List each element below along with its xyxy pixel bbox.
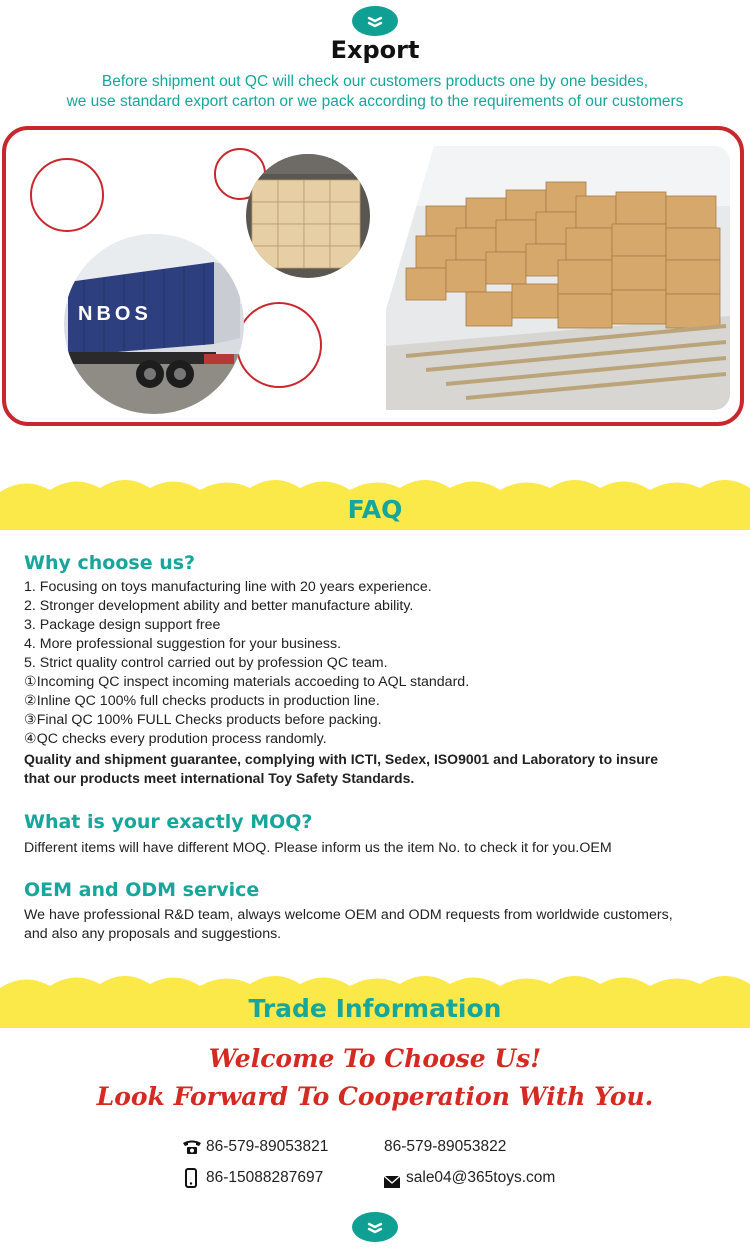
moq-heading: What is your exactly MOQ? bbox=[24, 811, 313, 833]
why-line: ③Final QC 100% FULL Checks products before packing. bbox=[24, 712, 382, 728]
mail-icon bbox=[384, 1173, 400, 1192]
guarantee-line-2: that our products meet international Toy Safety Standards. bbox=[24, 770, 415, 786]
oem-heading: OEM and ODM service bbox=[24, 879, 260, 901]
welcome-line-2: Look Forward To Cooperation With You. bbox=[96, 1082, 654, 1111]
decor-ring-left bbox=[30, 158, 104, 232]
oem-text-line-2: and also any proposals and suggestions. bbox=[24, 926, 282, 942]
why-line: 3. Package design support free bbox=[24, 617, 221, 633]
faq-title: FAQ bbox=[347, 495, 403, 524]
export-badge-icon bbox=[352, 6, 398, 36]
why-line: 1. Focusing on toys manufacturing line with 20 years experience. bbox=[24, 579, 432, 595]
warehouse-pallets-photo bbox=[386, 146, 730, 410]
why-line: 4. More professional suggestion for your business. bbox=[24, 636, 342, 652]
why-line: ①Incoming QC inspect incoming materials accoeding to AQL standard. bbox=[24, 674, 470, 690]
telephone-icon bbox=[182, 1138, 202, 1160]
mobile-number[interactable]: 86-15088287697 bbox=[206, 1169, 324, 1186]
oem-text-line-1: We have professional R&D team, always welcome OEM and ODM requests from worldwide customers, bbox=[24, 907, 673, 923]
export-description-line-2: we use standard export carton or we pack according to the requirements of our customers bbox=[66, 93, 684, 110]
mobile-phone-icon bbox=[185, 1168, 197, 1192]
why-heading: Why choose us? bbox=[24, 552, 196, 574]
loaded-cartons-photo bbox=[246, 154, 370, 278]
guarantee-line-1: Quality and shipment guarantee, complying with ICTI, Sedex, ISO9001 and Laboratory to insure bbox=[24, 751, 659, 767]
why-line: ④QC checks every prodution process randomly. bbox=[24, 731, 327, 747]
welcome-line-1: Welcome To Choose Us! bbox=[208, 1044, 542, 1073]
trade-title: Trade Information bbox=[248, 994, 502, 1023]
export-description bbox=[0, 72, 750, 112]
bottom-badge-icon bbox=[352, 1212, 398, 1242]
phone-number-1[interactable]: 86-579-89053821 bbox=[206, 1138, 329, 1155]
container-label: NBOS bbox=[78, 303, 152, 325]
decor-ring-bottom bbox=[236, 302, 322, 388]
why-line: 2. Stronger development ability and better manufacture ability. bbox=[24, 598, 414, 614]
export-description-line-1: Before shipment out QC will check our customers products one by one besides, bbox=[101, 73, 649, 90]
why-line: 5. Strict quality control carried out by profession QC team. bbox=[24, 655, 388, 671]
phone-number-2[interactable]: 86-579-89053822 bbox=[384, 1138, 507, 1155]
export-title: Export bbox=[330, 36, 420, 64]
why-line: ②Inline QC 100% full checks products in production line. bbox=[24, 693, 380, 709]
container-truck-photo bbox=[64, 234, 244, 414]
email-address[interactable]: sale04@365toys.com bbox=[406, 1169, 556, 1186]
moq-text: Different items will have different MOQ. Please inform us the item No. to check it for you.OEM bbox=[24, 840, 612, 856]
